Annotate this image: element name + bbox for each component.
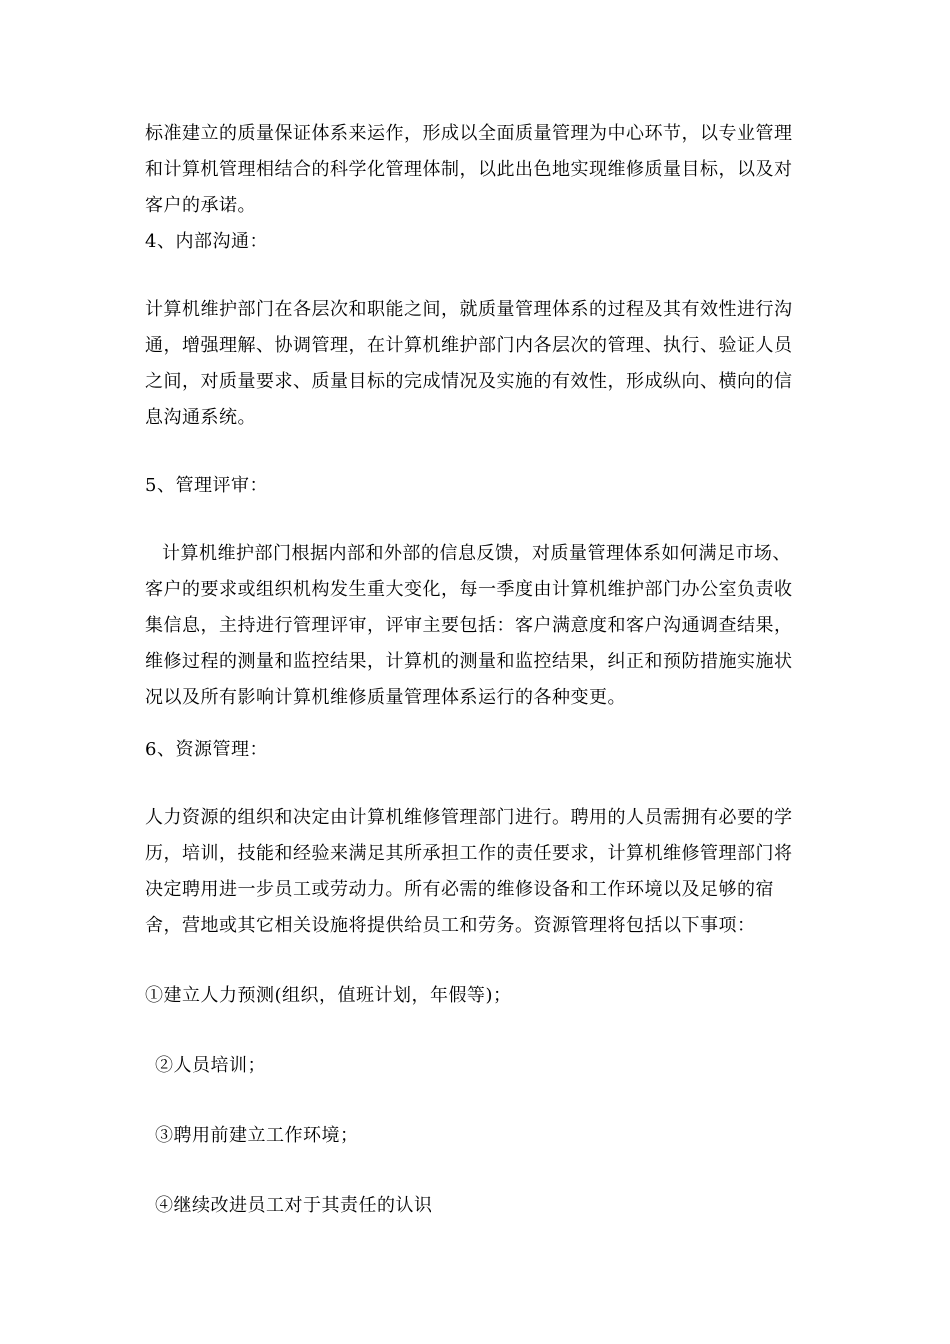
paragraph-line: 之间，对质量要求、质量目标的完成情况及实施的有效性，形成纵向、横向的信	[145, 371, 793, 392]
paragraph-line: 舍，营地或其它相关设施将提供给员工和劳务。资源管理将包括以下事项：	[145, 915, 756, 936]
paragraph-line: 和计算机管理相结合的科学化管理体制，以此出色地实现维修质量目标，以及对	[145, 159, 793, 180]
paragraph-line: 计算机维护部门在各层次和职能之间，就质量管理体系的过程及其有效性进行沟	[145, 299, 793, 320]
section-heading: 6、资源管理：	[145, 739, 268, 760]
section-heading: 5、管理评审：	[145, 475, 268, 496]
paragraph-line: 决定聘用进一步员工或劳动力。所有必需的维修设备和工作环境以及足够的宿	[145, 879, 774, 900]
paragraph-line: 标准建立的质量保证体系来运作，形成以全面质量管理为中心环节，以专业管理	[145, 123, 793, 144]
list-item: ②人员培训；	[155, 1055, 266, 1076]
list-item: ④继续改进员工对于其责任的认识	[155, 1195, 433, 1216]
paragraph-line: 集信息，主持进行管理评审，评审主要包括：客户满意度和客户沟通调查结果，	[145, 615, 793, 636]
paragraph-line: 通，增强理解、协调管理，在计算机维护部门内各层次的管理、执行、验证人员	[145, 335, 793, 356]
paragraph-line: 历，培训，技能和经验来满足其所承担工作的责任要求，计算机维修管理部门将	[145, 843, 793, 864]
paragraph-line: 计算机维护部门根据内部和外部的信息反馈，对质量管理体系如何满足市场、	[162, 543, 791, 564]
paragraph-line: 人力资源的组织和决定由计算机维修管理部门进行。聘用的人员需拥有必要的学	[145, 807, 793, 828]
list-item: ①建立人力预测(组织，值班计划，年假等)；	[145, 985, 512, 1006]
paragraph-line: 况以及所有影响计算机维修质量管理体系运行的各种变更。	[145, 687, 626, 708]
list-item: ③聘用前建立工作环境；	[155, 1125, 359, 1146]
section-heading: 4、内部沟通：	[145, 231, 268, 252]
paragraph-line: 维修过程的测量和监控结果，计算机的测量和监控结果，纠正和预防措施实施状	[145, 651, 793, 672]
paragraph-line: 客户的要求或组织机构发生重大变化，每一季度由计算机维护部门办公室负责收	[145, 579, 793, 600]
paragraph-line: 息沟通系统。	[145, 407, 256, 428]
paragraph-line: 客户的承诺。	[145, 195, 256, 216]
